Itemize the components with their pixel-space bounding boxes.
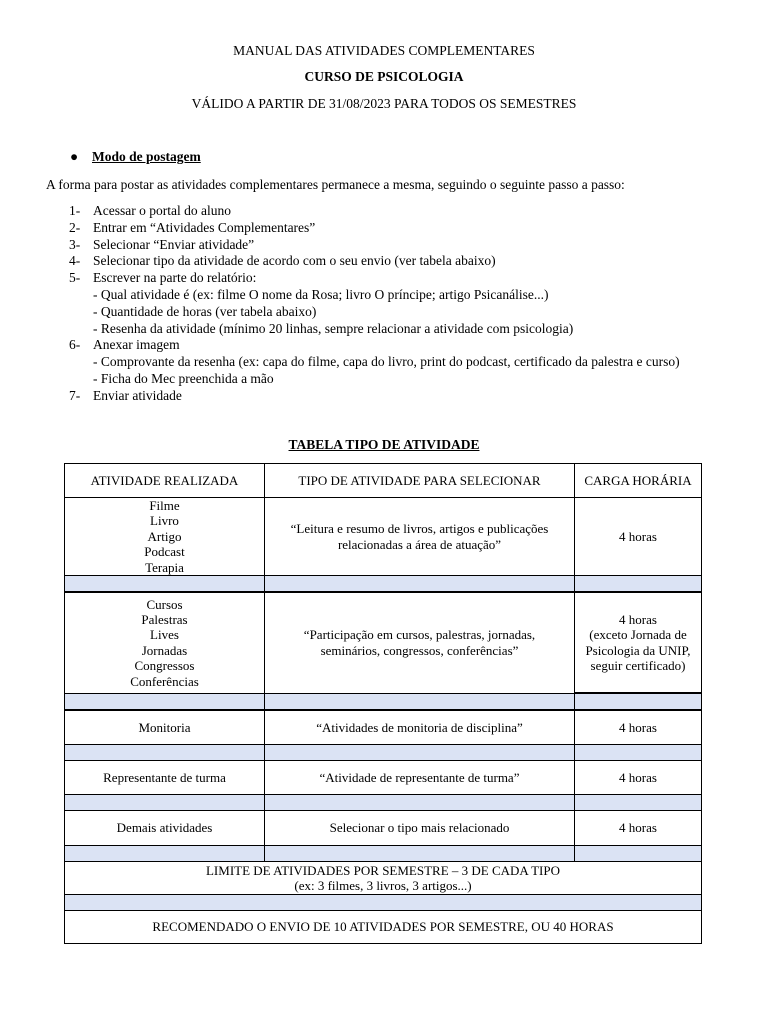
activity-item: Filme <box>149 498 180 513</box>
spacer-row <box>65 745 702 761</box>
activity-cell: Demais atividades <box>65 811 265 846</box>
type-cell: “Participação em cursos, palestras, jornadas, seminários, congressos, conferências” <box>265 592 575 693</box>
limit-row <box>65 862 702 895</box>
table-header-row <box>65 464 702 498</box>
hours-cell: 4 horas <box>575 498 702 576</box>
hours-note: (exceto Jornada de Psicologia da UNIP, seguir certificado) <box>585 627 691 673</box>
activity-item: Palestras <box>141 611 188 627</box>
course-title: CURSO DE PSICOLOGIA <box>304 69 464 84</box>
recommendation-cell: RECOMENDADO O ENVIO DE 10 ATIVIDADES POR SEMESTRE, OU 40 HORAS <box>65 911 702 944</box>
hours-cell: 4 horas <box>575 761 702 795</box>
activity-item: Artigo <box>147 528 182 544</box>
step-text: Escrever na parte do relatório: <box>93 270 257 286</box>
activity-item: Conferências <box>130 673 199 689</box>
sub-item: - Comprovante da resenha (ex: capa do filme, capa do livro, print do podcast, certificado da palestra e curso) <box>93 354 680 370</box>
list-item <box>69 220 680 237</box>
bullet-icon: ● <box>70 149 79 164</box>
steps-list <box>69 203 680 405</box>
activity-item: Podcast <box>144 544 185 560</box>
hours-cell: 4 horas <box>575 811 702 846</box>
limit-example: (ex: 3 filmes, 3 livros, 3 artigos...) <box>294 878 472 894</box>
activity-item: Lives <box>150 627 179 643</box>
table-row <box>65 592 702 693</box>
type-cell: “Leitura e resumo de livros, artigos e publicações relacionadas a área de atuação” <box>265 498 575 576</box>
list-item <box>69 253 680 270</box>
step-number: 3- <box>69 236 81 252</box>
limit-cell <box>65 862 702 895</box>
recommendation-row <box>65 911 702 944</box>
column-header: CARGA HORÁRIA <box>575 464 702 498</box>
step-text: Anexar imagem <box>93 337 180 353</box>
type-cell: “Atividades de monitoria de disciplina” <box>265 710 575 745</box>
validity-notice: VÁLIDO A PARTIR DE 31/08/2023 PARA TODOS OS SEMESTRES <box>191 96 577 111</box>
step-number: 4- <box>69 253 81 269</box>
type-cell: “Atividade de representante de turma” <box>265 761 575 795</box>
intro-paragraph: A forma para postar as atividades complementares permanece a mesma, seguindo o seguinte passo a passo: <box>46 177 625 192</box>
column-header: ATIVIDADE REALIZADA <box>65 464 265 498</box>
step-text: Entrar em “Atividades Complementares” <box>93 219 316 235</box>
sub-item: - Ficha do Mec preenchida a mão <box>93 370 274 386</box>
spacer-row <box>65 895 702 911</box>
list-item <box>69 203 680 220</box>
table-row <box>65 811 702 846</box>
table-row <box>65 761 702 795</box>
activity-table <box>64 463 702 944</box>
spacer-row <box>65 576 702 593</box>
spacer-row <box>65 846 702 862</box>
spacer-row <box>65 795 702 811</box>
activity-item: Cursos <box>146 596 183 612</box>
activity-item: Terapia <box>145 559 184 575</box>
hours-cell <box>575 592 702 693</box>
activity-item: Livro <box>150 513 179 529</box>
section-heading <box>70 149 201 165</box>
step-text: Acessar o portal do aluno <box>93 203 231 218</box>
limit-text: LIMITE DE ATIVIDADES POR SEMESTRE – 3 DE CADA TIPO <box>205 862 560 878</box>
activity-cell: Monitoria <box>65 710 265 745</box>
sub-item: - Quantidade de horas (ver tabela abaixo) <box>93 303 317 319</box>
activity-item: Congressos <box>134 658 195 674</box>
table-title: TABELA TIPO DE ATIVIDADE <box>288 437 480 452</box>
list-item <box>69 270 680 337</box>
table-row <box>65 498 702 576</box>
step-number: 7- <box>69 387 81 403</box>
sub-item: - Qual atividade é (ex: filme O nome da Rosa; livro O príncipe; artigo Psicanálise...) <box>93 286 549 302</box>
step-text: Selecionar “Enviar atividade” <box>93 236 255 252</box>
hours-cell: 4 horas <box>575 710 702 745</box>
manual-title: MANUAL DAS ATIVIDADES COMPLEMENTARES <box>233 43 535 58</box>
list-item <box>69 237 680 254</box>
step-number: 1- <box>69 203 81 218</box>
list-item <box>69 388 680 405</box>
activity-item: Jornadas <box>141 642 188 658</box>
sub-item: - Resenha da atividade (mínimo 20 linhas, sempre relacionar a atividade com psicologia) <box>93 320 574 336</box>
step-number: 6- <box>69 337 81 353</box>
table-row <box>65 710 702 745</box>
spacer-row <box>65 693 702 710</box>
column-header: TIPO DE ATIVIDADE PARA SELECIONAR <box>265 464 575 498</box>
step-text: Selecionar tipo da atividade de acordo com o seu envio (ver tabela abaixo) <box>93 253 496 269</box>
activity-cell <box>65 592 265 693</box>
activity-cell: Representante de turma <box>65 761 265 795</box>
list-item <box>69 337 680 387</box>
type-cell: Selecionar o tipo mais relacionado <box>265 811 575 846</box>
hours-value: 4 horas <box>619 611 657 627</box>
section-heading-text: Modo de postagem <box>92 149 201 164</box>
activity-cell <box>65 498 265 576</box>
step-number: 2- <box>69 219 81 235</box>
step-text: Enviar atividade <box>93 387 182 403</box>
step-number: 5- <box>69 270 81 286</box>
